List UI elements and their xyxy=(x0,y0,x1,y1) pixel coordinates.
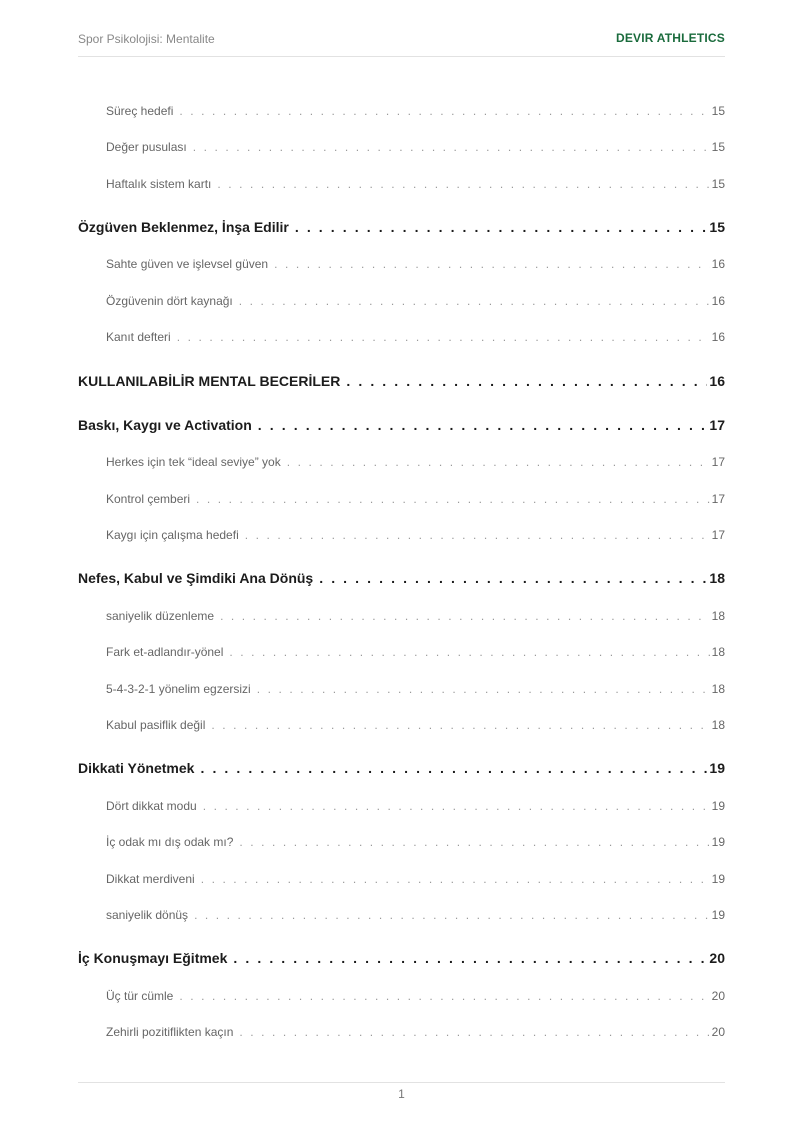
toc-entry-title: saniyelik dönüş xyxy=(106,908,189,922)
toc-dot-leader xyxy=(196,492,710,506)
toc-entry-title: İç odak mı dış odak mı? xyxy=(106,835,234,849)
toc-entry-title: Kanıt defteri xyxy=(106,330,171,344)
toc-entry-title: Değer pusulası xyxy=(106,140,187,154)
toc-entry-page: 19 xyxy=(711,835,725,849)
toc-dot-leader xyxy=(274,257,710,271)
toc-entry-title: Baskı, Kaygı ve Activation xyxy=(78,417,252,433)
toc-entry-title: saniyelik düzenleme xyxy=(106,609,215,623)
toc-entry-title: Dikkati Yönetmek xyxy=(78,760,195,776)
toc-entry-page: 19 xyxy=(711,799,725,813)
toc-entry-title: İç Konuşmayı Eğitmek xyxy=(78,950,228,966)
toc-entry-title: Nefes, Kabul ve Şimdiki Ana Dönüş xyxy=(78,570,314,586)
toc-entry-page: 15 xyxy=(711,177,725,191)
toc-entry-page: 18 xyxy=(711,609,725,623)
toc-dot-leader xyxy=(211,718,709,732)
toc-entry-title: Dikkat merdiveni xyxy=(106,872,195,886)
toc-section-entry[interactable] xyxy=(106,492,725,506)
toc-entry-title: Fark et-adlandır-yönel xyxy=(106,645,224,659)
toc-entry-page: 19 xyxy=(709,760,725,776)
toc-section-entry[interactable] xyxy=(106,799,725,813)
toc-dot-leader xyxy=(257,682,710,696)
toc-entry-title: Sahte güven ve işlevsel güven xyxy=(106,257,269,271)
toc-entry-title: Üç tür cümle xyxy=(106,989,174,1003)
toc-dot-leader xyxy=(217,177,709,191)
toc-entry-page: 17 xyxy=(711,528,725,542)
toc-section-entry[interactable] xyxy=(106,257,725,271)
toc-section-entry[interactable] xyxy=(106,330,725,344)
toc-chapter-entry[interactable] xyxy=(78,219,725,235)
toc-dot-leader xyxy=(319,570,707,586)
toc-section-entry[interactable] xyxy=(106,645,725,659)
toc-entry-page: 17 xyxy=(709,417,725,433)
toc-chapter-entry[interactable] xyxy=(78,373,725,389)
toc-entry-title: Herkes için tek “ideal seviye” yok xyxy=(106,455,281,469)
page-footer xyxy=(78,1082,725,1113)
toc-entry-title: Kaygı için çalışma hedefi xyxy=(106,528,239,542)
toc-section-entry[interactable] xyxy=(106,609,725,623)
toc-entry-page: 19 xyxy=(711,872,725,886)
toc-dot-leader xyxy=(200,760,707,776)
toc-entry-page: 20 xyxy=(711,989,725,1003)
toc-section-entry[interactable] xyxy=(106,455,725,469)
toc-dot-leader xyxy=(245,528,710,542)
toc-section-entry[interactable] xyxy=(106,718,725,732)
toc-entry-title: Haftalık sistem kartı xyxy=(106,177,212,191)
toc-section-entry[interactable] xyxy=(106,140,725,154)
toc-section-entry[interactable] xyxy=(106,528,725,542)
toc-entry-title: Özgüvenin dört kaynağı xyxy=(106,294,233,308)
toc-section-entry[interactable] xyxy=(106,908,725,922)
toc-dot-leader xyxy=(179,989,709,1003)
toc-entry-title: 5-4-3-2-1 yönelim egzersizi xyxy=(106,682,251,696)
toc-entry-page: 15 xyxy=(709,219,725,235)
toc-dot-leader xyxy=(194,908,710,922)
toc-section-entry[interactable] xyxy=(106,989,725,1003)
toc-entry-page: 17 xyxy=(711,455,725,469)
toc-entry-page: 20 xyxy=(711,1025,725,1039)
document-title: Spor Psikolojisi: Mentalite xyxy=(78,32,215,46)
toc-dot-leader xyxy=(201,872,710,886)
toc-entry-page: 18 xyxy=(711,682,725,696)
toc-dot-leader xyxy=(179,104,709,118)
toc-dot-leader xyxy=(258,417,708,433)
toc-entry-page: 16 xyxy=(709,373,725,389)
page-number: 1 xyxy=(398,1087,405,1101)
toc-entry-page: 17 xyxy=(711,492,725,506)
toc-entry-page: 19 xyxy=(711,908,725,922)
toc-dot-leader xyxy=(287,455,710,469)
toc-entry-title: Kabul pasiflik değil xyxy=(106,718,206,732)
toc-entry-title: Dört dikkat modu xyxy=(106,799,197,813)
toc-entry-title: Süreç hedefi xyxy=(106,104,174,118)
toc-dot-leader xyxy=(203,799,710,813)
toc-entry-page: 20 xyxy=(709,950,725,966)
toc-entry-page: 18 xyxy=(711,645,725,659)
toc-entry-page: 16 xyxy=(711,294,725,308)
toc-dot-leader xyxy=(239,294,710,308)
toc-entry-page: 15 xyxy=(711,140,725,154)
toc-chapter-entry[interactable] xyxy=(78,570,725,586)
toc-section-entry[interactable] xyxy=(106,835,725,849)
brand-name: DEVIR ATHLETICS xyxy=(615,31,725,45)
toc-chapter-entry[interactable] xyxy=(78,950,725,966)
toc-entry-page: 16 xyxy=(711,257,725,271)
toc-dot-leader xyxy=(295,219,708,235)
toc-entry-page: 15 xyxy=(711,104,725,118)
toc-section-entry[interactable] xyxy=(106,682,725,696)
toc-section-entry[interactable] xyxy=(106,104,725,118)
toc-section-entry[interactable] xyxy=(106,1025,725,1039)
toc-entry-page: 18 xyxy=(711,718,725,732)
toc-dot-leader xyxy=(233,950,707,966)
toc-dot-leader xyxy=(193,140,710,154)
toc-dot-leader xyxy=(220,609,710,623)
toc-section-entry[interactable] xyxy=(106,177,725,191)
toc-section-entry[interactable] xyxy=(106,294,725,308)
toc-dot-leader xyxy=(177,330,710,344)
toc-chapter-entry[interactable] xyxy=(78,417,725,433)
toc-entry-title: Özgüven Beklenmez, İnşa Edilir xyxy=(78,219,289,235)
toc-section-entry[interactable] xyxy=(106,872,725,886)
toc-entry-title: KULLANILABİLİR MENTAL BECERİLER xyxy=(78,373,341,389)
toc-chapter-entry[interactable] xyxy=(78,760,725,776)
toc-entry-title: Zehirli pozitiflikten kaçın xyxy=(106,1025,234,1039)
toc-dot-leader xyxy=(346,373,707,389)
toc-entry-page: 18 xyxy=(709,570,725,586)
toc-dot-leader xyxy=(229,645,709,659)
toc-dot-leader xyxy=(239,1025,709,1039)
toc-dot-leader xyxy=(239,835,709,849)
toc-entry-page: 16 xyxy=(711,330,725,344)
page-header xyxy=(78,30,725,57)
toc-entry-title: Kontrol çemberi xyxy=(106,492,191,506)
